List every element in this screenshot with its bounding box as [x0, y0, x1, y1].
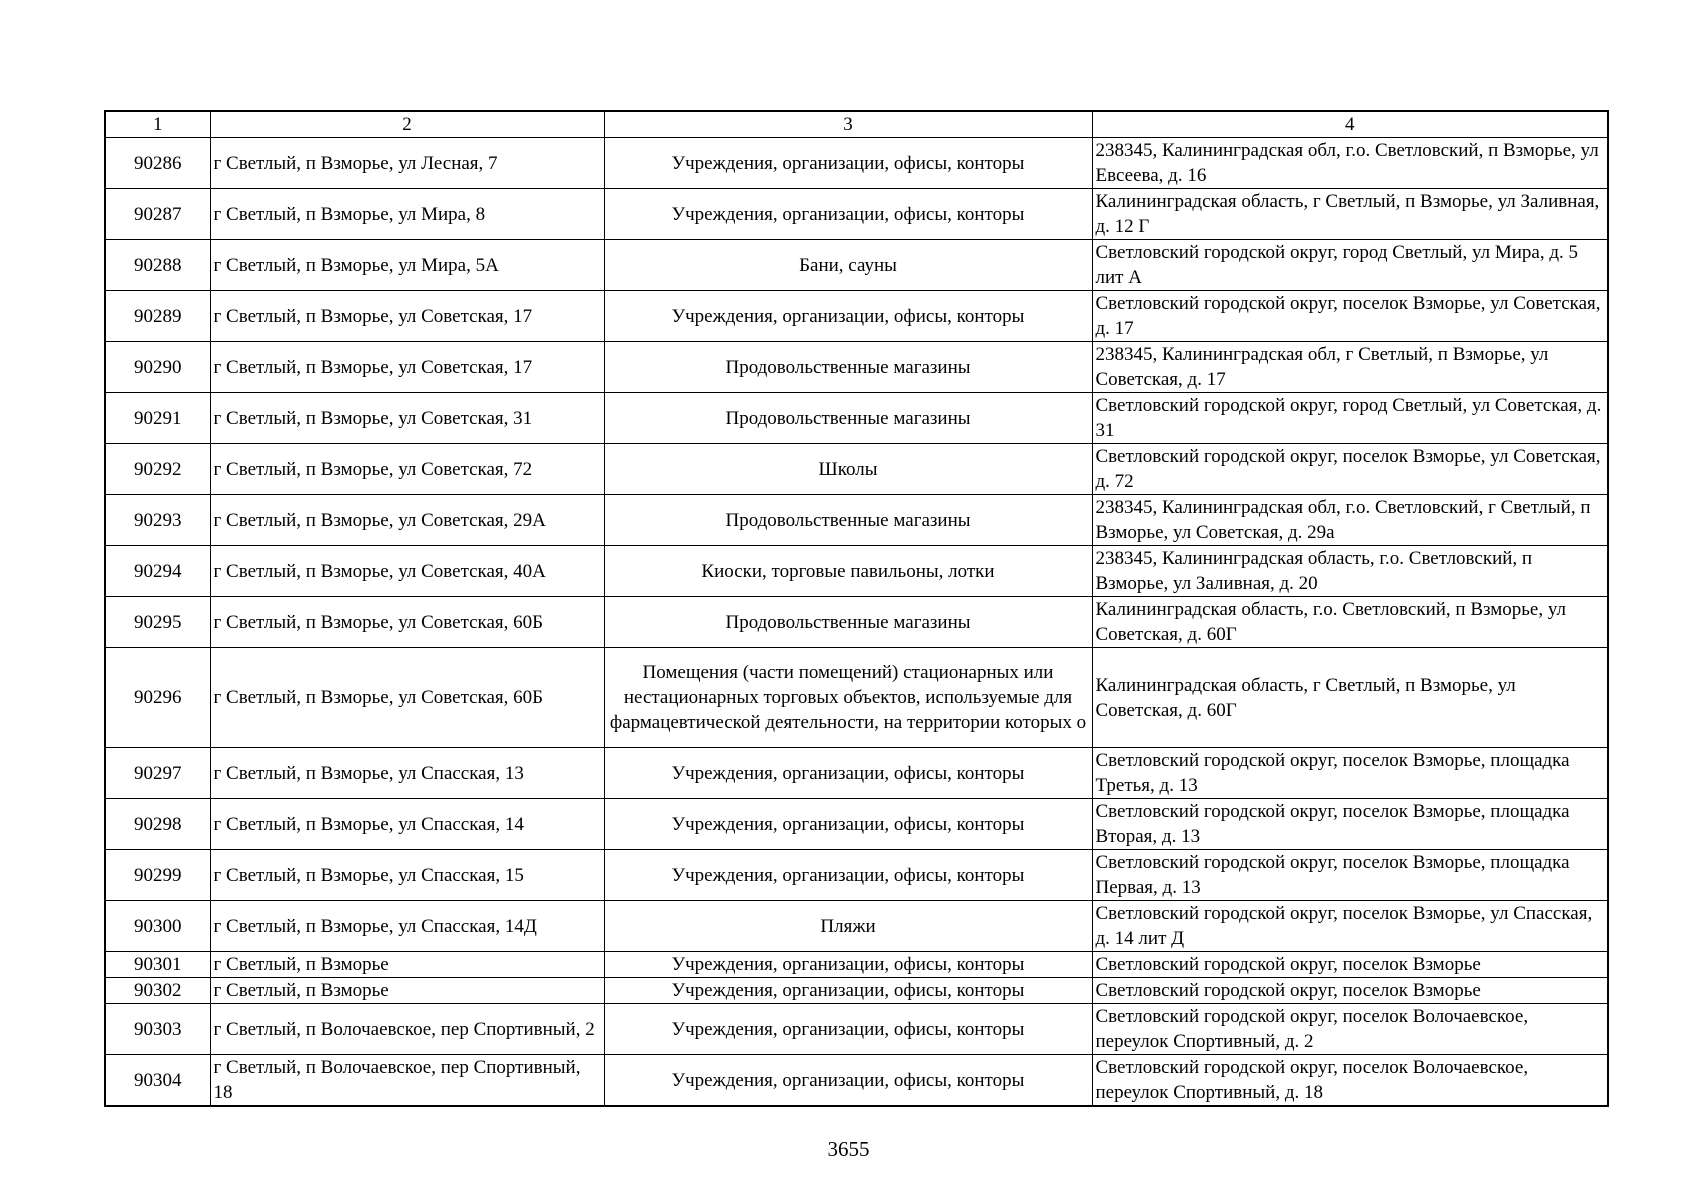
row-id-cell: 90295: [105, 597, 210, 648]
row-id-cell: 90299: [105, 850, 210, 901]
row-id-cell: 90302: [105, 978, 210, 1004]
header-cell: 3: [604, 111, 1092, 138]
table-row: [105, 138, 1608, 189]
row-id-cell: 90290: [105, 342, 210, 393]
row-location-cell: Светловский городской округ, поселок Взморье, площадка Вторая, д. 13: [1092, 799, 1608, 850]
row-location-cell: 238345, Калининградская область, г.о. Светловский, п Взморье, ул Заливная, д. 20: [1092, 546, 1608, 597]
row-location-cell: Светловский городской округ, поселок Взморье, ул Советская, д. 72: [1092, 444, 1608, 495]
row-address-cell: г Светлый, п Взморье, ул Лесная, 7: [210, 138, 604, 189]
row-address-cell: г Светлый, п Взморье, ул Спасская, 14: [210, 799, 604, 850]
row-address-cell: г Светлый, п Взморье, ул Советская, 72: [210, 444, 604, 495]
row-category-cell: Школы: [604, 444, 1092, 495]
table-header-row: [105, 111, 1608, 138]
row-category-cell: Учреждения, организации, офисы, конторы: [604, 1055, 1092, 1107]
row-category-cell: Продовольственные магазины: [604, 597, 1092, 648]
row-address-cell: г Светлый, п Взморье, ул Советская, 17: [210, 342, 604, 393]
row-location-cell: 238345, Калининградская обл, г.о. Светловский, п Взморье, ул Евсеева, д. 16: [1092, 138, 1608, 189]
header-cell: 4: [1092, 111, 1608, 138]
row-id-cell: 90286: [105, 138, 210, 189]
row-address-cell: г Светлый, п Взморье, ул Советская, 31: [210, 393, 604, 444]
table-row: [105, 495, 1608, 546]
row-category-cell: Пляжи: [604, 901, 1092, 952]
row-category-cell: Бани, сауны: [604, 240, 1092, 291]
row-id-cell: 90303: [105, 1004, 210, 1055]
row-address-cell: г Светлый, п Взморье: [210, 978, 604, 1004]
row-id-cell: 90293: [105, 495, 210, 546]
row-category-cell: Учреждения, организации, офисы, конторы: [604, 850, 1092, 901]
table-row: [105, 342, 1608, 393]
table-row: [105, 291, 1608, 342]
row-id-cell: 90298: [105, 799, 210, 850]
row-location-cell: 238345, Калининградская обл, г Светлый, п Взморье, ул Советская, д. 17: [1092, 342, 1608, 393]
row-location-cell: Светловский городской округ, поселок Взморье, площадка Первая, д. 13: [1092, 850, 1608, 901]
row-location-cell: Светловский городской округ, поселок Взморье, ул Спасская, д. 14 лит Д: [1092, 901, 1608, 952]
table-row: [105, 952, 1608, 978]
row-location-cell: Светловский городской округ, город Светлый, ул Советская, д. 31: [1092, 393, 1608, 444]
row-address-cell: г Светлый, п Взморье, ул Советская, 60Б: [210, 648, 604, 748]
row-id-cell: 90294: [105, 546, 210, 597]
row-id-cell: 90297: [105, 748, 210, 799]
table-row: [105, 850, 1608, 901]
row-id-cell: 90292: [105, 444, 210, 495]
row-address-cell: г Светлый, п Взморье, ул Спасская, 14Д: [210, 901, 604, 952]
table-row: [105, 1004, 1608, 1055]
row-category-cell: Учреждения, организации, офисы, конторы: [604, 748, 1092, 799]
row-location-cell: Светловский городской округ, поселок Взморье: [1092, 978, 1608, 1004]
row-address-cell: г Светлый, п Взморье, ул Советская, 17: [210, 291, 604, 342]
row-address-cell: г Светлый, п Взморье, ул Советская, 60Б: [210, 597, 604, 648]
row-location-cell: Светловский городской округ, поселок Взморье: [1092, 952, 1608, 978]
row-category-cell: Киоски, торговые павильоны, лотки: [604, 546, 1092, 597]
table-body: [105, 111, 1608, 1106]
row-address-cell: г Светлый, п Волочаевское, пер Спортивный, 2: [210, 1004, 604, 1055]
row-address-cell: г Светлый, п Взморье, ул Спасская, 13: [210, 748, 604, 799]
table-row: [105, 978, 1608, 1004]
row-location-cell: Калининградская область, г Светлый, п Взморье, ул Заливная, д. 12 Г: [1092, 189, 1608, 240]
table-row: [105, 901, 1608, 952]
row-id-cell: 90289: [105, 291, 210, 342]
row-category-cell: Продовольственные магазины: [604, 495, 1092, 546]
table-row: [105, 444, 1608, 495]
row-id-cell: 90304: [105, 1055, 210, 1107]
row-category-cell: Помещения (части помещений) стационарных или нестационарных торговых объектов, используемые для фармацевтической деятельности, на территории которых о: [604, 648, 1092, 748]
table-row: [105, 240, 1608, 291]
registry-table: [104, 110, 1609, 1107]
row-category-cell: Учреждения, организации, офисы, конторы: [604, 1004, 1092, 1055]
row-address-cell: г Светлый, п Взморье, ул Мира, 8: [210, 189, 604, 240]
table-row: [105, 597, 1608, 648]
row-location-cell: Светловский городской округ, поселок Волочаевское, переулок Спортивный, д. 18: [1092, 1055, 1608, 1107]
table-row: [105, 393, 1608, 444]
header-cell: 1: [105, 111, 210, 138]
row-location-cell: Светловский городской округ, поселок Волочаевское, переулок Спортивный, д. 2: [1092, 1004, 1608, 1055]
row-address-cell: г Светлый, п Взморье, ул Спасская, 15: [210, 850, 604, 901]
row-location-cell: Светловский городской округ, поселок Взморье, площадка Третья, д. 13: [1092, 748, 1608, 799]
row-category-cell: Продовольственные магазины: [604, 342, 1092, 393]
table-row: [105, 648, 1608, 748]
row-category-cell: Учреждения, организации, офисы, конторы: [604, 978, 1092, 1004]
row-category-cell: Учреждения, организации, офисы, конторы: [604, 138, 1092, 189]
row-id-cell: 90288: [105, 240, 210, 291]
header-cell: 2: [210, 111, 604, 138]
row-id-cell: 90296: [105, 648, 210, 748]
table-row: [105, 1055, 1608, 1107]
table-row: [105, 189, 1608, 240]
row-location-cell: Калининградская область, г Светлый, п Взморье, ул Советская, д. 60Г: [1092, 648, 1608, 748]
row-category-cell: Учреждения, организации, офисы, конторы: [604, 799, 1092, 850]
row-id-cell: 90287: [105, 189, 210, 240]
row-location-cell: Светловский городской округ, поселок Взморье, ул Советская, д. 17: [1092, 291, 1608, 342]
row-location-cell: Калининградская область, г.о. Светловский, п Взморье, ул Советская, д. 60Г: [1092, 597, 1608, 648]
row-location-cell: 238345, Калининградская обл, г.о. Светловский, г Светлый, п Взморье, ул Советская, д. 29а: [1092, 495, 1608, 546]
row-address-cell: г Светлый, п Волочаевское, пер Спортивный, 18: [210, 1055, 604, 1107]
row-id-cell: 90291: [105, 393, 210, 444]
row-address-cell: г Светлый, п Взморье, ул Советская, 40А: [210, 546, 604, 597]
table-row: [105, 748, 1608, 799]
row-id-cell: 90300: [105, 901, 210, 952]
page-number: 3655: [827, 1137, 870, 1161]
row-id-cell: 90301: [105, 952, 210, 978]
table-row: [105, 799, 1608, 850]
row-category-cell: Учреждения, организации, офисы, конторы: [604, 952, 1092, 978]
row-location-cell: Светловский городской округ, город Светлый, ул Мира, д. 5 лит А: [1092, 240, 1608, 291]
table-row: [105, 546, 1608, 597]
row-category-cell: Учреждения, организации, офисы, конторы: [604, 291, 1092, 342]
row-address-cell: г Светлый, п Взморье: [210, 952, 604, 978]
row-address-cell: г Светлый, п Взморье, ул Советская, 29А: [210, 495, 604, 546]
row-address-cell: г Светлый, п Взморье, ул Мира, 5А: [210, 240, 604, 291]
row-category-cell: Учреждения, организации, офисы, конторы: [604, 189, 1092, 240]
row-category-cell: Продовольственные магазины: [604, 393, 1092, 444]
